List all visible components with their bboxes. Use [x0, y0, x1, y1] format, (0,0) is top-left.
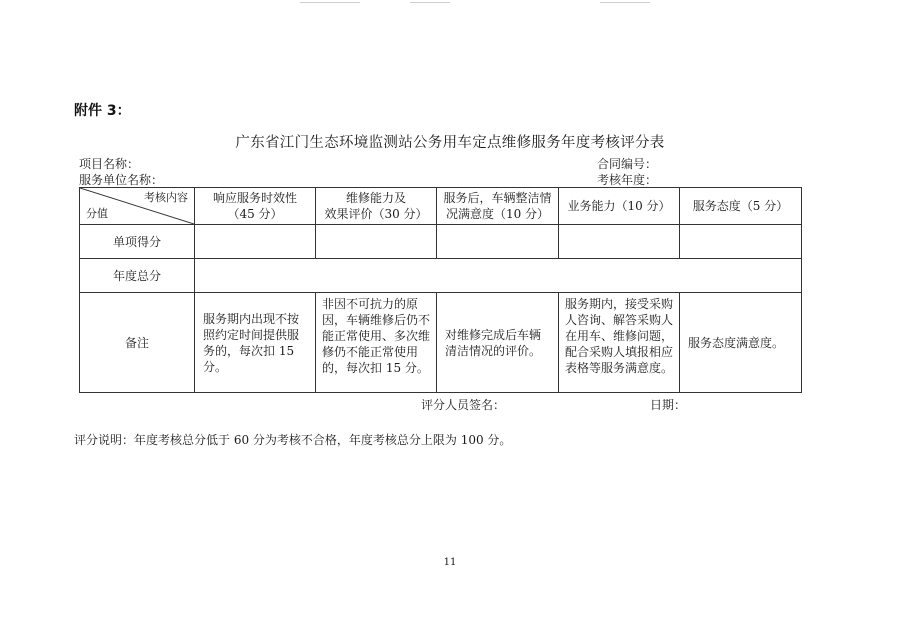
corner-header-cell	[80, 188, 195, 225]
score-cell	[559, 225, 680, 259]
item-score-row	[80, 225, 802, 259]
evaluation-table	[79, 187, 802, 393]
remark-service-attitude: 服务态度满意度。	[680, 293, 802, 393]
document-title: 广东省江门生态环境监测站公务用车定点维修服务年度考核评分表	[235, 135, 665, 151]
contract-no-label: 合同编号：	[597, 157, 658, 171]
score-cell	[680, 225, 802, 259]
header-repair-capability: 维修能力及 效果评价（30 分）	[316, 188, 437, 225]
date-label: 日期：	[650, 398, 687, 412]
header-row	[80, 188, 802, 225]
service-unit-label: 服务单位名称：	[79, 173, 164, 187]
remark-response-timeliness: 服务期内出现不按照约定时间提供服务的，每次扣 15 分。	[195, 293, 316, 393]
remarks-row	[80, 293, 802, 393]
total-score-label: 年度总分	[80, 259, 195, 293]
item-score-label: 单项得分	[80, 225, 195, 259]
project-name-label: 项目名称：	[79, 157, 140, 171]
remark-business-capability: 服务期内，接受采购人咨询、解答采购人在用车、维修问题，配合采购人填报相应表格等服务满意度。	[559, 293, 680, 393]
page-number: 11	[443, 557, 457, 568]
remarks-label: 备注	[80, 293, 195, 393]
assessment-year-label: 考核年度：	[597, 173, 658, 187]
total-score-row	[80, 259, 802, 293]
scan-edge-line	[410, 2, 450, 3]
score-cell	[316, 225, 437, 259]
total-score-cell	[195, 259, 802, 293]
header-service-attitude: 服务态度（5 分）	[680, 188, 802, 225]
scan-edge-line	[600, 2, 650, 3]
corner-bottom-label: 分值	[86, 207, 108, 220]
rater-signature-label: 评分人员签名：	[421, 398, 506, 412]
scoring-explanation: 评分说明：年度考核总分低于 60 分为考核不合格，年度考核总分上限为 100 分。	[74, 433, 512, 447]
remark-vehicle-cleanliness: 对维修完成后车辆清洁情况的评价。	[437, 293, 559, 393]
header-business-capability: 业务能力（10 分）	[559, 188, 680, 225]
score-cell	[437, 225, 559, 259]
corner-top-label: 考核内容	[144, 191, 188, 204]
scan-edge-line	[300, 2, 360, 3]
score-cell	[195, 225, 316, 259]
header-vehicle-cleanliness: 服务后，车辆整洁情 况满意度（10 分）	[437, 188, 559, 225]
remark-repair-capability: 非因不可抗力的原因，车辆维修后仍不能正常使用、多次维修仍不能正常使用的，每次扣 15 分。	[316, 293, 437, 393]
attachment-label: 附件 3：	[74, 103, 131, 119]
header-response-timeliness: 响应服务时效性 （45 分）	[195, 188, 316, 225]
